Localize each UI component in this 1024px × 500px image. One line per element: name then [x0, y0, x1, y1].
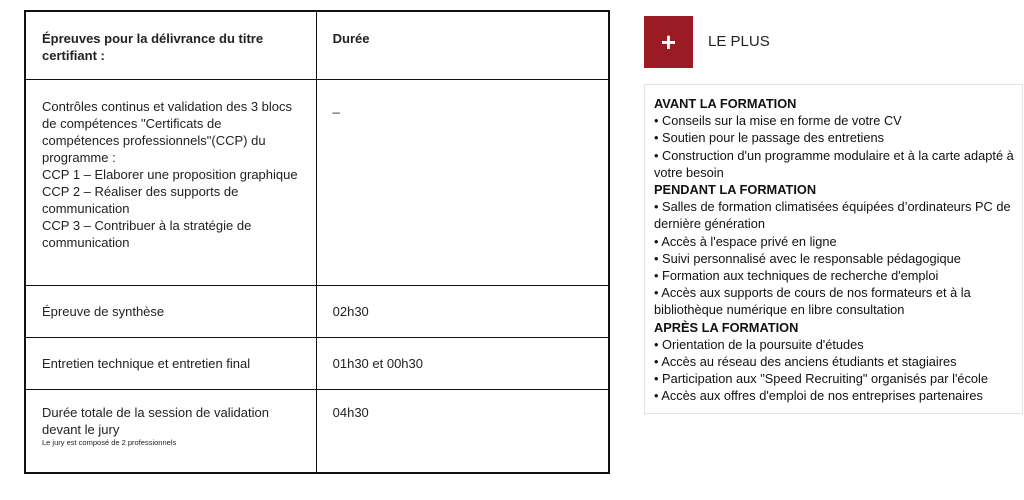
table-row: [25, 389, 609, 473]
section-title-pendant: PENDANT LA FORMATION: [654, 182, 817, 198]
list-item: • Accès à l'espace privé en ligne: [654, 233, 837, 249]
ccp-duration: _: [316, 79, 609, 285]
exam-table: [24, 10, 610, 474]
list-item: • Accès aux offres d'emploi de nos entreprises partenaires: [654, 388, 983, 404]
ccp-2: CCP 2 – Réaliser des supports de communication: [42, 183, 239, 216]
list-item: • Soutien pour le passage des entretiens: [654, 130, 885, 146]
section-title-apres: APRÈS LA FORMATION: [654, 319, 799, 335]
header-epreuves: Épreuves pour la délivrance du titre certifiant :: [25, 11, 316, 79]
list-item: • Salles de formation climatisées équipées d’ordinateurs PC de dernière génération: [654, 199, 1011, 232]
list-item: • Orientation de la poursuite d'études: [654, 336, 864, 352]
ccp-3: CCP 3 – Contribuer à la stratégie de communication: [42, 217, 252, 250]
list-item: • Suivi personnalisé avec le responsable pédagogique: [654, 250, 961, 266]
total-cell: [25, 389, 316, 473]
le-plus-header: [644, 16, 1024, 68]
list-item: • Accès aux supports de cours de nos formateurs et à la bibliothèque numérique en libre consultation: [654, 285, 971, 318]
synthese-duration: 02h30: [316, 285, 609, 337]
header-duree: Durée: [316, 11, 609, 79]
ccp-intro: Contrôles continus et validation des 3 blocs de compétences "Certificats de compétences professionnels"(CCP) du programme :: [42, 98, 293, 165]
jury-note: Le jury est composé de 2 professionnels: [42, 437, 177, 447]
section-title-avant: AVANT LA FORMATION: [654, 96, 797, 111]
entretien-label: Entretien technique et entretien final: [25, 337, 316, 389]
total-duration: 04h30: [316, 389, 609, 473]
ccp-1: CCP 1 – Elaborer une proposition graphique: [42, 166, 298, 182]
le-plus-title: LE PLUS: [708, 33, 770, 50]
list-item: • Conseils sur la mise en forme de votre CV: [654, 113, 902, 129]
plus-icon: +: [644, 16, 693, 68]
list-item: • Formation aux techniques de recherche d'emploi: [654, 268, 939, 284]
table-row: [25, 337, 609, 389]
list-item: • Accès au réseau des anciens étudiants et stagiaires: [654, 354, 957, 370]
table-row: [25, 79, 609, 285]
le-plus-panel: [644, 84, 1023, 414]
ccp-description: [25, 79, 316, 285]
list-item: • Participation aux "Speed Recruiting" organisés par l'école: [654, 371, 988, 387]
entretien-duration: 01h30 et 00h30: [316, 337, 609, 389]
table-row: [25, 285, 609, 337]
table-header-row: [25, 11, 609, 79]
list-item: • Construction d'un programme modulaire et à la carte adapté à votre besoin: [654, 147, 1014, 180]
synthese-label: Épreuve de synthèse: [25, 285, 316, 337]
total-label: Durée totale de la session de validation devant le jury: [42, 404, 269, 437]
